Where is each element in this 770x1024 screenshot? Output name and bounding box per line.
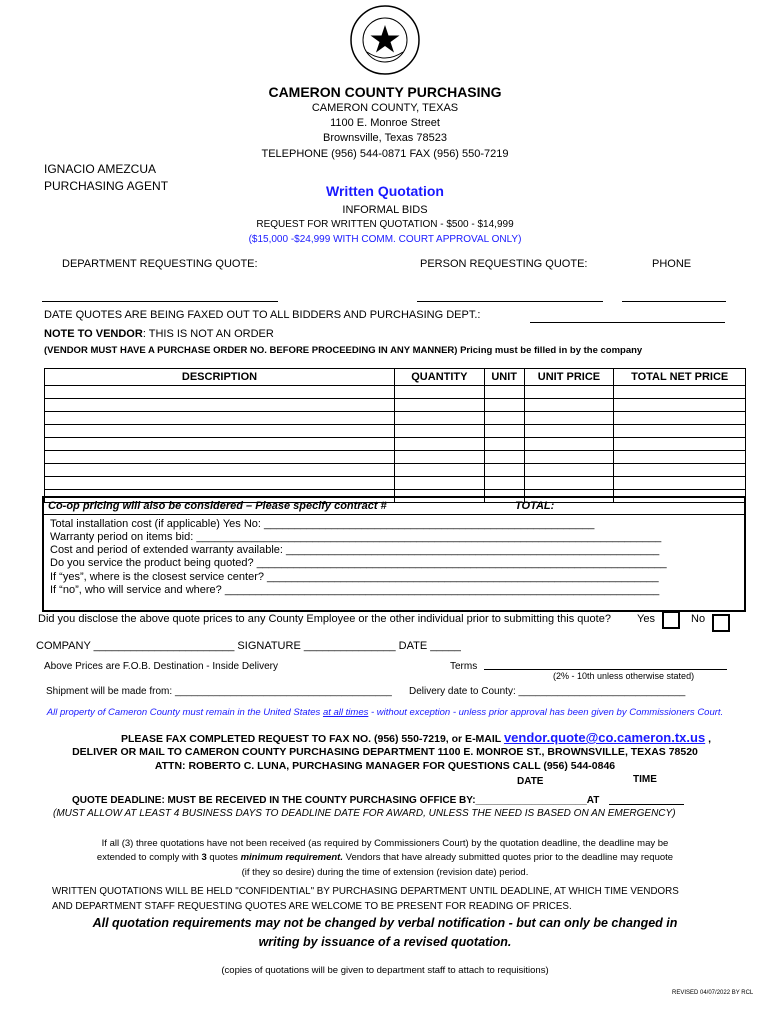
terms-note: (2% - 10th unless otherwise stated) (553, 671, 695, 681)
col-quantity: QUANTITY (394, 369, 484, 386)
attn-line: ATTN: ROBERTO C. LUNA, PURCHASING MANAGER FOR QUESTIONS CALL (956) 544-0846 (154, 760, 616, 772)
vendor-note-label: NOTE TO VENDOR (44, 328, 143, 340)
deadline-time-field[interactable] (609, 804, 684, 805)
county-seal-icon (349, 4, 421, 76)
fax-request-text: PLEASE FAX COMPLETED REQUEST TO FAX NO. (956) 550-7219, or E-MAIL (121, 733, 502, 745)
table-row[interactable] (45, 451, 746, 464)
property-note-pre: All property of Cameron County must remain in the United States (46, 707, 323, 718)
deadline-line[interactable]: QUOTE DEADLINE: MUST BE RECEIVED IN THE COUNTY PURCHASING OFFICE BY:____________________AT (72, 795, 600, 806)
date-label: DATE (517, 776, 544, 787)
fax-date-field[interactable] (530, 322, 725, 323)
col-unit-price: UNIT PRICE (524, 369, 614, 386)
property-note (0, 707, 770, 718)
street-line: 1100 E. Monroe Street (330, 117, 440, 129)
fax-request (121, 730, 711, 745)
agent-title: PURCHASING AGENT (44, 179, 169, 193)
confidential-line1: WRITTEN QUOTATIONS WILL BE HELD "CONFIDENTIAL" BY PURCHASING DEPARTMENT UNTIL DEADLINE, AT WHICH TIME VENDORS (52, 886, 679, 897)
three-quotes-2c: quotes (206, 852, 241, 863)
three-quotes-line2 (0, 852, 770, 863)
city-line: Brownsville, Texas 78523 (323, 132, 447, 144)
three-quotes-2e: Vendors that have already submitted quotes prior to the deadline may requote (343, 852, 674, 863)
table-header-row (45, 369, 746, 386)
table-row[interactable] (45, 477, 746, 490)
department-label: DEPARTMENT REQUESTING QUOTE: (62, 258, 258, 270)
terms-field[interactable] (484, 669, 727, 670)
property-note-post: - without exception - unless prior approval has been given by Commissioners Court. (368, 707, 724, 718)
items-table (44, 368, 746, 503)
phone-label: PHONE (652, 258, 692, 270)
vendor-note-text: : THIS IS NOT AN ORDER (142, 328, 274, 340)
form-subtitle: INFORMAL BIDS (342, 204, 428, 216)
fob-note: Above Prices are F.O.B. Destination - Inside Delivery (44, 661, 278, 672)
department-field[interactable] (42, 301, 278, 302)
form-title: Written Quotation (326, 183, 444, 199)
table-row[interactable] (45, 438, 746, 451)
company-signature-line[interactable]: COMPANY _______________________ SIGNATURE _______________ DATE _____ (36, 640, 461, 652)
verbal-note-line2: writing by issuance of a revised quotation. (258, 935, 512, 949)
person-field[interactable] (417, 301, 603, 302)
copies-note: (copies of quotations will be given to department staff to attach to requisitions) (221, 965, 549, 976)
disclose-yes-label: Yes (637, 613, 655, 625)
terms-label: Terms (450, 661, 478, 672)
col-description: DESCRIPTION (45, 369, 395, 386)
who-services-question[interactable]: If “no”, who will service and where? _______________________________________________________________________ (50, 584, 660, 596)
three-quotes-line1: If all (3) three quotations have not been received (as required by Commissioners Court) by the quotation deadline, the deadline may be (101, 838, 669, 849)
deliver-address: DELIVER OR MAIL TO CAMERON COUNTY PURCHASING DEPARTMENT 1100 E. MONROE ST., BROWNSVILLE, TEXAS 78520 (72, 746, 698, 758)
verbal-note-line1: All quotation requirements may not be changed by verbal notification - but can only be changed in (92, 916, 678, 930)
property-note-emph: at all times (322, 707, 369, 718)
shipment-line[interactable]: Shipment will be made from: _______________________________________ (46, 686, 392, 697)
delivery-line[interactable]: Delivery date to County: ______________________________ (409, 686, 686, 697)
total-label: TOTAL: (515, 500, 555, 512)
table-row[interactable] (45, 386, 746, 399)
service-center-question[interactable]: If “yes”, where is the closest service center? ________________________________________________________________ (50, 571, 659, 583)
disclose-question: Did you disclose the above quote prices to any County Employee or the other individual prior to submitting this quote? (38, 613, 611, 625)
time-label: TIME (633, 774, 657, 785)
disclose-no-label: No (691, 613, 706, 625)
phone-line: TELEPHONE (956) 544-0871 FAX (956) 550-7219 (261, 148, 509, 160)
three-quotes-2b: 3 (201, 852, 207, 863)
county-line: CAMERON COUNTY, TEXAS (311, 102, 459, 114)
service-question[interactable]: Do you service the product being quoted? ___________________________________________________________________ (50, 557, 667, 569)
revision-note: REVISED 04/07/2022 BY RCL (672, 990, 754, 996)
phone-field[interactable] (622, 301, 726, 302)
coop-text: Co-op pricing will also be considered – Please specify contract # (48, 500, 387, 512)
org-title: CAMERON COUNTY PURCHASING (268, 84, 502, 100)
coop-divider-2 (42, 514, 744, 515)
confidential-line2: AND DEPARTMENT STAFF REQUESTING QUOTES ARE WELCOME TO BE PRESENT FOR READING OF PRICES. (52, 901, 572, 912)
purchase-order-warning: (VENDOR MUST HAVE A PURCHASE ORDER NO. BEFORE PROCEEDING IN ANY MANNER) Pricing must be filled in by the company (44, 345, 643, 356)
warranty-question[interactable]: Warranty period on items bid: ____________________________________________________________________________ (50, 531, 662, 543)
col-unit: UNIT (484, 369, 524, 386)
install-question[interactable]: Total installation cost (if applicable) Yes No: ______________________________________________________ (50, 518, 595, 530)
vendor-note (44, 328, 274, 340)
fax-request-comma: , (708, 733, 712, 745)
vendor-email-link[interactable]: vendor.quote@co.cameron.tx.us (503, 730, 706, 745)
three-quotes-2a: extended to comply with (96, 852, 202, 863)
table-row[interactable] (45, 464, 746, 477)
agent-name: IGNACIO AMEZCUA (44, 162, 157, 176)
table-row[interactable] (45, 412, 746, 425)
approval-note: ($15,000 -$24,999 WITH COMM. COURT APPROVAL ONLY) (248, 234, 522, 245)
extended-warranty-question[interactable]: Cost and period of extended warranty available: _____________________________________________________________ (50, 544, 660, 556)
three-quotes-line3: (if they so desire) during the time of extension (revision date) period. (241, 867, 529, 878)
allow-note: (MUST ALLOW AT LEAST 4 BUSINESS DAYS TO DEADLINE DATE FOR AWARD, UNLESS THE NEED IS BASED ON AN EMERGENCY) (53, 808, 676, 819)
disclose-no-checkbox[interactable] (712, 614, 730, 632)
quote-range: REQUEST FOR WRITTEN QUOTATION - $500 - $14,999 (256, 219, 514, 230)
disclose-yes-checkbox[interactable] (662, 611, 680, 629)
fax-date-label: DATE QUOTES ARE BEING FAXED OUT TO ALL BIDDERS AND PURCHASING DEPT.: (44, 309, 481, 321)
person-label: PERSON REQUESTING QUOTE: (420, 258, 588, 270)
table-row[interactable] (45, 425, 746, 438)
col-total-net-price: TOTAL NET PRICE (614, 369, 746, 386)
table-row[interactable] (45, 399, 746, 412)
three-quotes-2d: minimum requirement. (240, 852, 343, 863)
